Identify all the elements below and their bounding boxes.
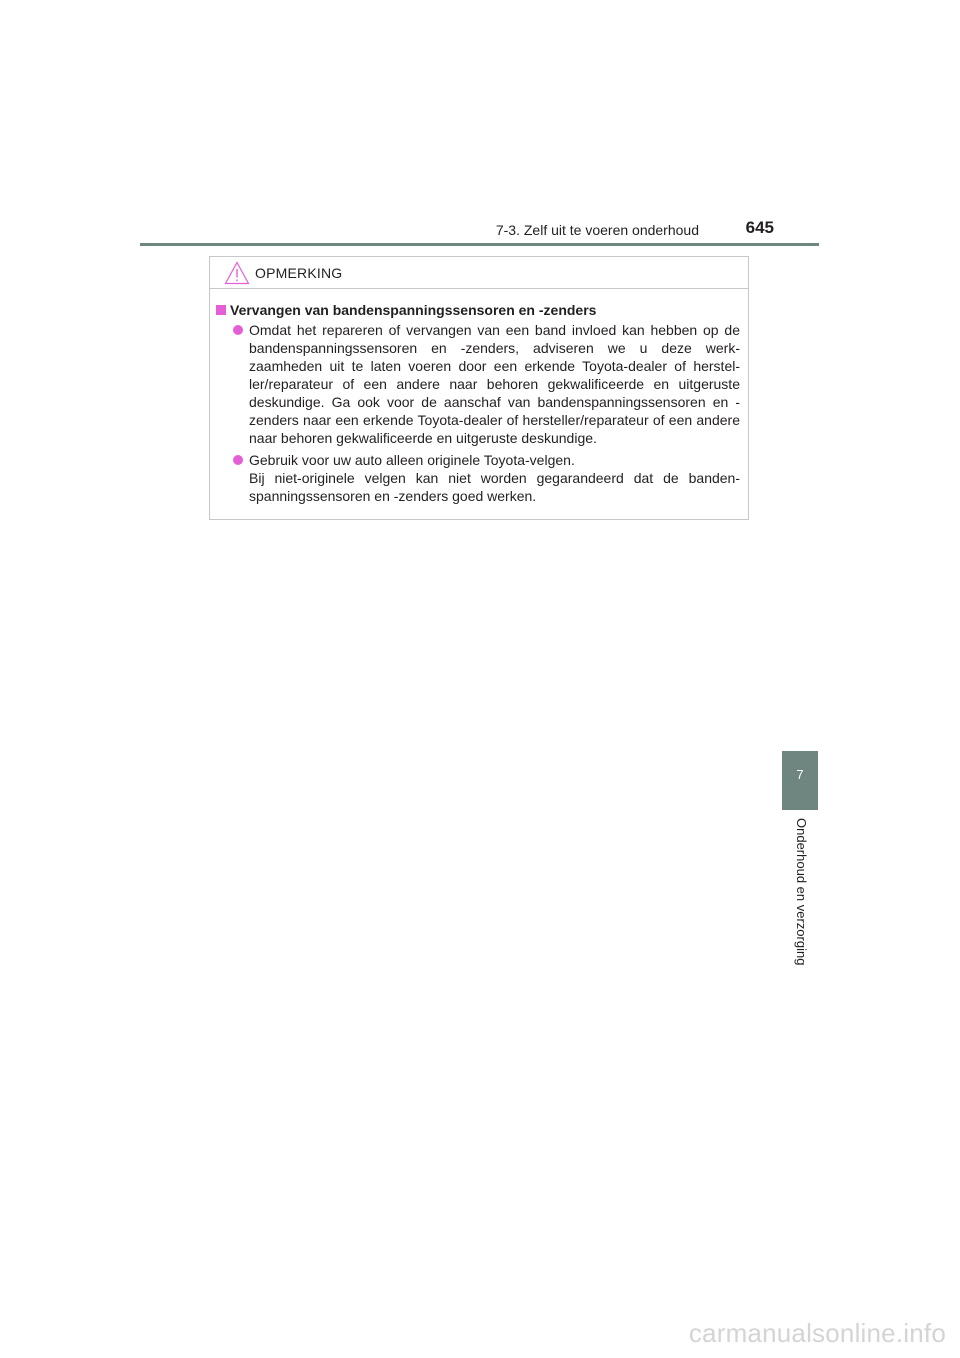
square-bullet-icon (216, 305, 226, 315)
notice-heading (216, 301, 740, 319)
chapter-number: 7 (796, 767, 804, 782)
warning-triangle-icon (224, 261, 250, 285)
list-item-text: Omdat het repareren of vervangen van een band invloed kan hebben op de bandenspanningssensoren en -zenders, adviseren we u deze werk-zaamheden uit te laten voeren door een erkende Toyota-dealer of herstel-ler/reparateur of een andere naar behoren gekwalificeerde en uitgeruste deskundige. Ga ook voor de aanschaf van bandenspanningssensoren en -zenders naar een erkende Toyota-dealer of hersteller/reparateur of een andere naar behoren gekwalificeerde en uitgeruste deskundige. (249, 322, 740, 446)
list-item-text: Gebruik voor uw auto alleen originele Toyota-velgen. (249, 452, 575, 468)
chapter-label: Onderhoud en verzorging (794, 818, 809, 966)
list-item (216, 321, 740, 447)
page-number: 645 (745, 218, 774, 237)
list-item-text: Bij niet-originele velgen kan niet worden gegarandeerd dat de banden-spanningssensoren en -zenders goed werken. (249, 470, 740, 504)
header-divider (140, 243, 819, 246)
notice-title: OPMERKING (255, 265, 343, 281)
circle-bullet-icon (233, 455, 243, 465)
list-item (216, 451, 740, 505)
section-title: 7-3. Zelf uit te voeren onderhoud (495, 222, 699, 238)
chapter-tab[interactable] (782, 751, 818, 810)
page-header (140, 214, 818, 240)
notice-box (209, 256, 749, 520)
watermark: carmanualsonline.info (688, 1318, 946, 1348)
notice-heading-text: Vervangen van bandenspanningssensoren en -zenders (230, 302, 597, 318)
circle-bullet-icon (233, 325, 243, 335)
notice-body (210, 289, 748, 505)
notice-header (210, 257, 748, 289)
